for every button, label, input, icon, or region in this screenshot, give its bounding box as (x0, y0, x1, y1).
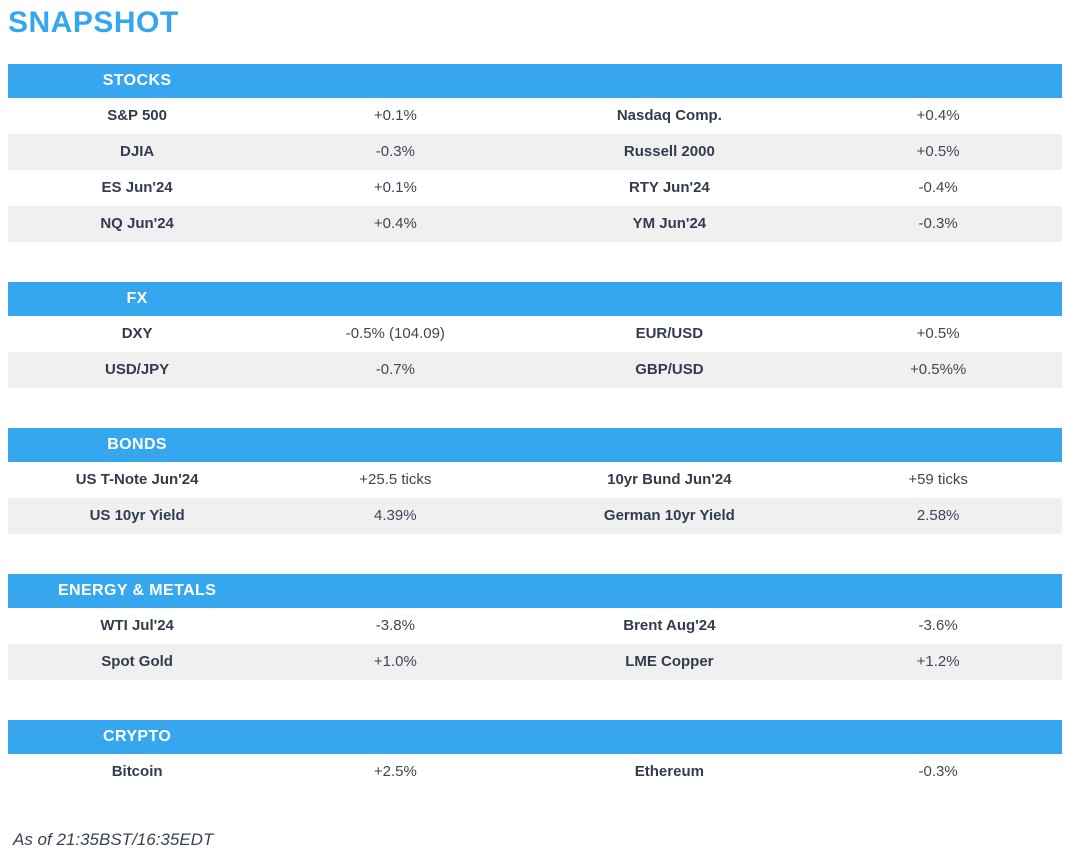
instrument-value: 2.58% (916, 507, 960, 524)
section-header-label: BONDS (107, 436, 167, 453)
instrument-label: GBP/USD (635, 361, 704, 378)
table-row (8, 352, 1062, 388)
section-header-label: STOCKS (102, 72, 172, 89)
page-title: SNAPSHOT (8, 6, 179, 39)
table-row (8, 206, 1062, 242)
timestamp-note: As of 21:35BST/16:35EDT (13, 830, 214, 849)
section-fx (8, 282, 1062, 388)
instrument-value: -0.3% (918, 763, 958, 780)
table-row (8, 170, 1062, 206)
instrument-label: US 10yr Yield (89, 507, 185, 524)
sections-container (8, 64, 1062, 790)
table-row (8, 754, 1062, 790)
instrument-value: -0.5% (104.09) (345, 325, 445, 342)
table-row (8, 644, 1062, 680)
table-row (8, 98, 1062, 134)
instrument-value: +0.5% (916, 143, 960, 160)
table-row (8, 608, 1062, 644)
instrument-value: -0.3% (918, 215, 958, 232)
section-header (8, 64, 1062, 98)
instrument-label: US T-Note Jun'24 (75, 471, 199, 488)
instrument-label: NQ Jun'24 (100, 215, 174, 232)
instrument-value: +25.5 ticks (359, 471, 432, 488)
table-row (8, 134, 1062, 170)
instrument-label: S&P 500 (107, 107, 167, 124)
table-row (8, 462, 1062, 498)
instrument-label: LME Copper (625, 653, 714, 670)
table-row (8, 316, 1062, 352)
instrument-label: EUR/USD (635, 325, 704, 342)
section-energy-metals (8, 574, 1062, 680)
instrument-label: USD/JPY (105, 361, 170, 378)
instrument-value: +1.2% (916, 653, 960, 670)
section-header (8, 720, 1062, 754)
instrument-label: DXY (121, 325, 153, 342)
instrument-value: +1.0% (373, 653, 417, 670)
section-bonds (8, 428, 1062, 534)
section-header-label: ENERGY & METALS (57, 582, 217, 599)
section-header (8, 574, 1062, 608)
instrument-value: +2.5% (373, 763, 417, 780)
instrument-label: Spot Gold (101, 653, 173, 670)
instrument-value: -3.6% (918, 617, 958, 634)
instrument-value: +0.5% (916, 325, 960, 342)
instrument-label: Bitcoin (111, 763, 163, 780)
instrument-value: -0.3% (375, 143, 415, 160)
instrument-value: -0.7% (375, 361, 415, 378)
instrument-value: +59 ticks (908, 471, 968, 488)
instrument-value: +0.4% (373, 215, 417, 232)
section-header-label: CRYPTO (103, 728, 172, 745)
market-snapshot-table (8, 64, 1062, 850)
instrument-value: +0.1% (373, 107, 417, 124)
instrument-label: Ethereum (634, 763, 704, 780)
instrument-label: Brent Aug'24 (623, 617, 716, 634)
section-header-label: FX (126, 290, 148, 307)
instrument-label: YM Jun'24 (632, 215, 707, 232)
instrument-label: DJIA (120, 143, 155, 160)
instrument-value: +0.5%% (909, 361, 967, 378)
instrument-label: Nasdaq Comp. (616, 107, 722, 124)
instrument-label: WTI Jul'24 (100, 617, 174, 634)
instrument-value: 4.39% (374, 507, 417, 524)
section-header (8, 282, 1062, 316)
instrument-label: 10yr Bund Jun'24 (607, 471, 732, 488)
instrument-value: +0.4% (916, 107, 960, 124)
instrument-label: Russell 2000 (623, 143, 715, 160)
section-header (8, 428, 1062, 462)
section-stocks (8, 64, 1062, 242)
instrument-label: ES Jun'24 (101, 179, 173, 196)
instrument-value: -3.8% (375, 617, 415, 634)
instrument-label: RTY Jun'24 (628, 179, 710, 196)
table-row (8, 498, 1062, 534)
instrument-label: German 10yr Yield (603, 507, 735, 524)
instrument-value: +0.1% (373, 179, 417, 196)
instrument-value: -0.4% (918, 179, 958, 196)
section-crypto (8, 720, 1062, 790)
